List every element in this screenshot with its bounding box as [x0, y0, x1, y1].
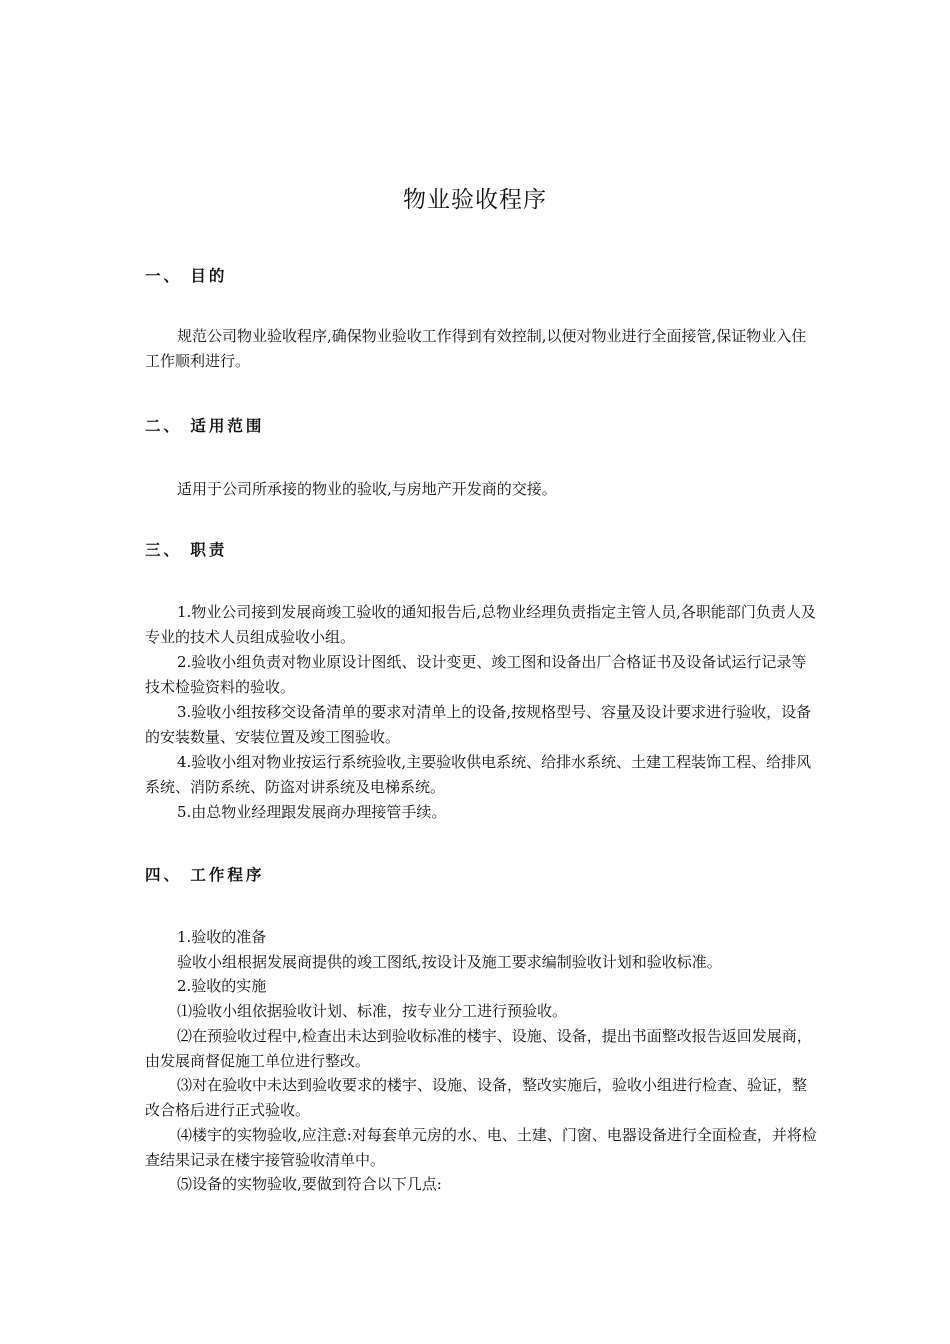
procedure-subitem-4: ⑷楼宇的实物验收,应注意:对每套单元房的水、电、土建、门窗、电器设备进行全面检查，并将检查结果记录在楼宇接管验收清单中。 — [145, 1126, 817, 1169]
section-heading-procedure: 四、 工作程序 — [145, 866, 265, 884]
procedure-subitem-2: ⑵在预验收过程中,检查出未达到验收标准的楼宇、设施、设备，提出书面整改报告返回发展商，由发展商督促施工单位进行整改。 — [145, 1027, 812, 1070]
procedure-subitem-5: ⑸设备的实物验收,要做到符合以下几点: — [177, 1175, 442, 1193]
procedure-subitem-3: ⑶对在验收中未达到验收要求的楼宇、设施、设备，整改实施后，验收小组进行检查、验证，整改合格后进行正式验收。 — [145, 1076, 808, 1119]
procedure-step-preparation: 1.验收的准备 — [177, 928, 267, 946]
section-heading-purpose: 一、 目的 — [145, 267, 228, 285]
purpose-paragraph: 规范公司物业验收程序,确保物业验收工作得到有效控制,以便对物业进行全面接管,保证物业入住工作顺利进行。 — [145, 327, 807, 370]
procedure-step-implementation: 2.验收的实施 — [177, 977, 267, 995]
responsibility-item-4: 4.验收小组对物业按运行系统验收,主要验收供电系统、给排水系统、土建工程装饰工程、给排风系统、消防系统、防盗对讲系统及电梯系统。 — [145, 753, 812, 796]
section-heading-responsibilities: 三、 职责 — [145, 541, 228, 559]
section-heading-scope: 二、 适用范围 — [145, 417, 265, 435]
scope-paragraph: 适用于公司所承接的物业的验收,与房地产开发商的交接。 — [177, 480, 557, 498]
procedure-subitem-1: ⑴验收小组依据验收计划、标准，按专业分工进行预验收。 — [177, 1002, 568, 1020]
document-title: 物业验收程序 — [403, 187, 547, 213]
responsibility-item-2: 2.验收小组负责对物业原设计图纸、设计变更、竣工图和设备出厂合格证书及设备试运行记录等技术检验资料的验收。 — [145, 653, 807, 696]
responsibility-item-5: 5.由总物业经理跟发展商办理接管手续。 — [177, 803, 447, 821]
responsibility-item-3: 3.验收小组按移交设备清单的要求对清单上的设备,按规格型号、容量及设计要求进行验收，设备的安装数量、安装位置及竣工图验收。 — [145, 703, 812, 746]
responsibility-item-1: 1.物业公司接到发展商竣工验收的通知报告后,总物业经理负责指定主管人员,各职能部门负责人及专业的技术人员组成验收小组。 — [145, 603, 816, 646]
procedure-preparation-text: 验收小组根据发展商提供的竣工图纸,按设计及施工要求编制验收计划和验收标准。 — [177, 953, 722, 971]
